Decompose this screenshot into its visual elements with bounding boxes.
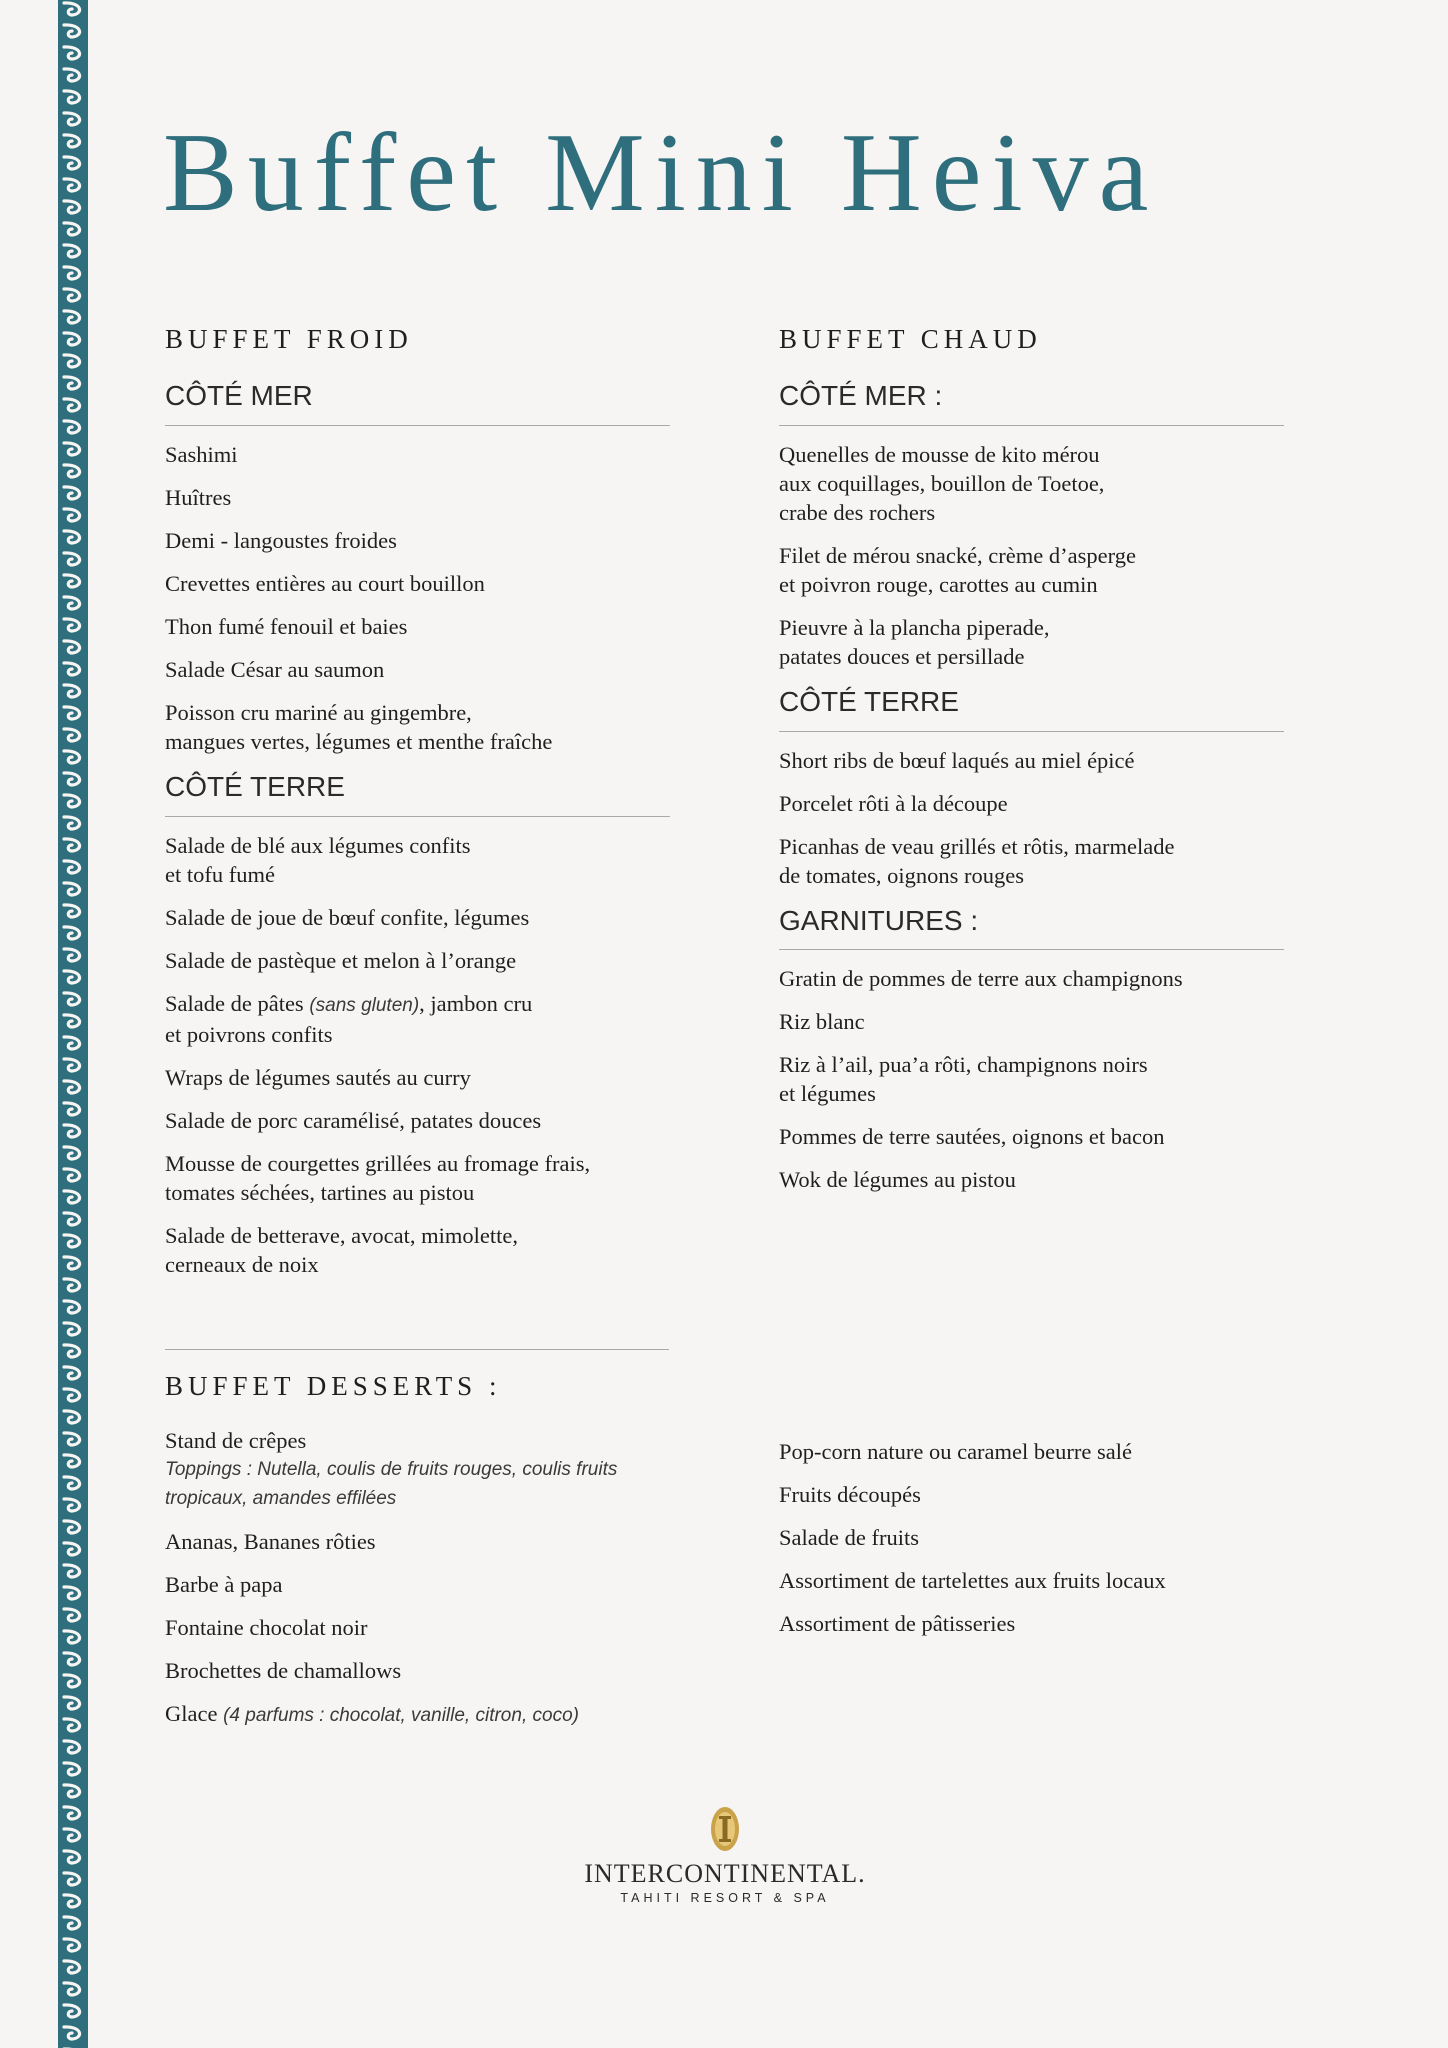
list-item: Mousse de courgettes grillées au fromage frais, tomates séchées, tartines au pistou (165, 1150, 591, 1205)
list-item: Salade de blé aux légumes confits et tofu fumé (165, 832, 471, 887)
decorative-wave-border (58, 0, 88, 2048)
list-item: Short ribs de bœuf laqués au miel épicé (779, 747, 1135, 773)
pates-label: Salade de pâtes (165, 990, 310, 1016)
crepes-label: Stand de crêpes (165, 1428, 307, 1454)
buffet-desserts-title: BUFFET DESSERTS : (165, 1371, 502, 1401)
buffet-froid-title: BUFFET FROID (165, 324, 413, 354)
froid-cote-terre-list (165, 831, 670, 1279)
list-item: Filet de mérou snacké, crème d’asperge et poivron rouge, carottes au cumin (779, 542, 1136, 597)
buffet-froid-section (165, 323, 670, 1293)
garnitures-list (779, 964, 1284, 1194)
brand-subtitle: TAHITI RESORT & SPA (620, 1891, 830, 1905)
list-item: Pommes de terre sautées, oignons et bacon (779, 1124, 1165, 1150)
list-item: Salade de porc caramélisé, patates douces (165, 1107, 542, 1133)
froid-cote-mer-heading: CÔTÉ MER (165, 379, 670, 426)
list-item: Porcelet rôti à la découpe (779, 790, 1008, 816)
list-item: Salade César au saumon (165, 656, 385, 682)
list-item: Assortiment de pâtisseries (779, 1611, 1016, 1636)
buffet-chaud-title: BUFFET CHAUD (779, 324, 1042, 354)
list-item-crepes (165, 1426, 670, 1513)
list-item: Fruits découpés (779, 1482, 921, 1507)
brand-name: INTERCONTINENTAL. (584, 1859, 866, 1888)
chaud-cote-terre-list (779, 746, 1284, 890)
list-item: Salade de betterave, avocat, mimolette, cerneaux de noix (165, 1222, 518, 1277)
desserts-right-column (779, 1437, 1284, 1652)
list-item-glace (165, 1699, 670, 1730)
list-item: Salade de joue de bœuf confite, légumes (165, 904, 530, 930)
list-item: Sashimi (165, 441, 238, 467)
list-item: Riz à l’ail, pua’a rôti, champignons noirs et légumes (779, 1052, 1148, 1107)
list-item: Salade de pastèque et melon à l’orange (165, 947, 517, 973)
list-item: Salade de fruits (779, 1525, 919, 1550)
list-item: Poisson cru mariné au gingembre, mangues vertes, légumes et menthe fraîche (165, 699, 553, 754)
wave-pattern-icon (58, 0, 88, 2048)
froid-cote-mer-list (165, 440, 670, 756)
chaud-cote-terre-heading: CÔTÉ TERRE (779, 685, 1284, 732)
list-item: Wraps de légumes sautés au curry (165, 1064, 471, 1090)
chaud-cote-mer-heading: CÔTÉ MER : (779, 379, 1284, 426)
list-item: Assortiment de tartelettes aux fruits locaux (779, 1568, 1166, 1593)
buffet-chaud-section (779, 323, 1284, 1208)
desserts-right-list (779, 1437, 1284, 1638)
intercontinental-logo (560, 1805, 890, 1905)
list-item: Huîtres (165, 484, 232, 510)
desserts-left-list (165, 1426, 670, 1730)
list-item: Wok de légumes au pistou (779, 1167, 1016, 1193)
glace-note: (4 parfums : chocolat, vanille, citron, coco) (223, 1705, 579, 1727)
buffet-desserts-section (165, 1370, 670, 1744)
list-item: Demi - langoustes froides (165, 527, 397, 553)
list-item: Pop-corn nature ou caramel beurre salé (779, 1439, 1132, 1464)
list-item: Fontaine chocolat noir (165, 1615, 368, 1641)
pates-label-end: , jambon cru et poivrons confits (165, 990, 533, 1047)
list-item-pates (165, 989, 670, 1049)
list-item: Barbe à papa (165, 1572, 283, 1598)
crepes-toppings: Toppings : Nutella, coulis de fruits rouges, coulis fruits tropicaux, amandes effilées (165, 1459, 618, 1510)
list-item: Riz blanc (779, 1009, 865, 1035)
pates-note: (sans gluten) (309, 994, 420, 1016)
desserts-divider (165, 1349, 669, 1350)
list-item: Quenelles de mousse de kito mérou aux coquillages, bouillon de Toetoe, crabe des rochers (779, 441, 1105, 525)
list-item: Brochettes de chamallows (165, 1658, 402, 1684)
list-item: Crevettes entières au court bouillon (165, 570, 485, 596)
intercontinental-emblem-icon (709, 1805, 741, 1853)
list-item: Picanhas de veau grillés et rôtis, marmelade de tomates, oignons rouges (779, 833, 1175, 888)
list-item: Gratin de pommes de terre aux champignons (779, 966, 1183, 992)
list-item: Thon fumé fenouil et baies (165, 613, 408, 639)
chaud-cote-mer-list (779, 440, 1284, 671)
garnitures-heading: GARNITURES : (779, 904, 1284, 951)
froid-cote-terre-heading: CÔTÉ TERRE (165, 770, 670, 817)
list-item: Ananas, Bananes rôties (165, 1529, 376, 1555)
glace-label: Glace (165, 1701, 224, 1727)
list-item: Pieuvre à la plancha piperade, patates douces et persillade (779, 614, 1050, 669)
page-title: Buffet Mini Heiva (163, 111, 1159, 235)
